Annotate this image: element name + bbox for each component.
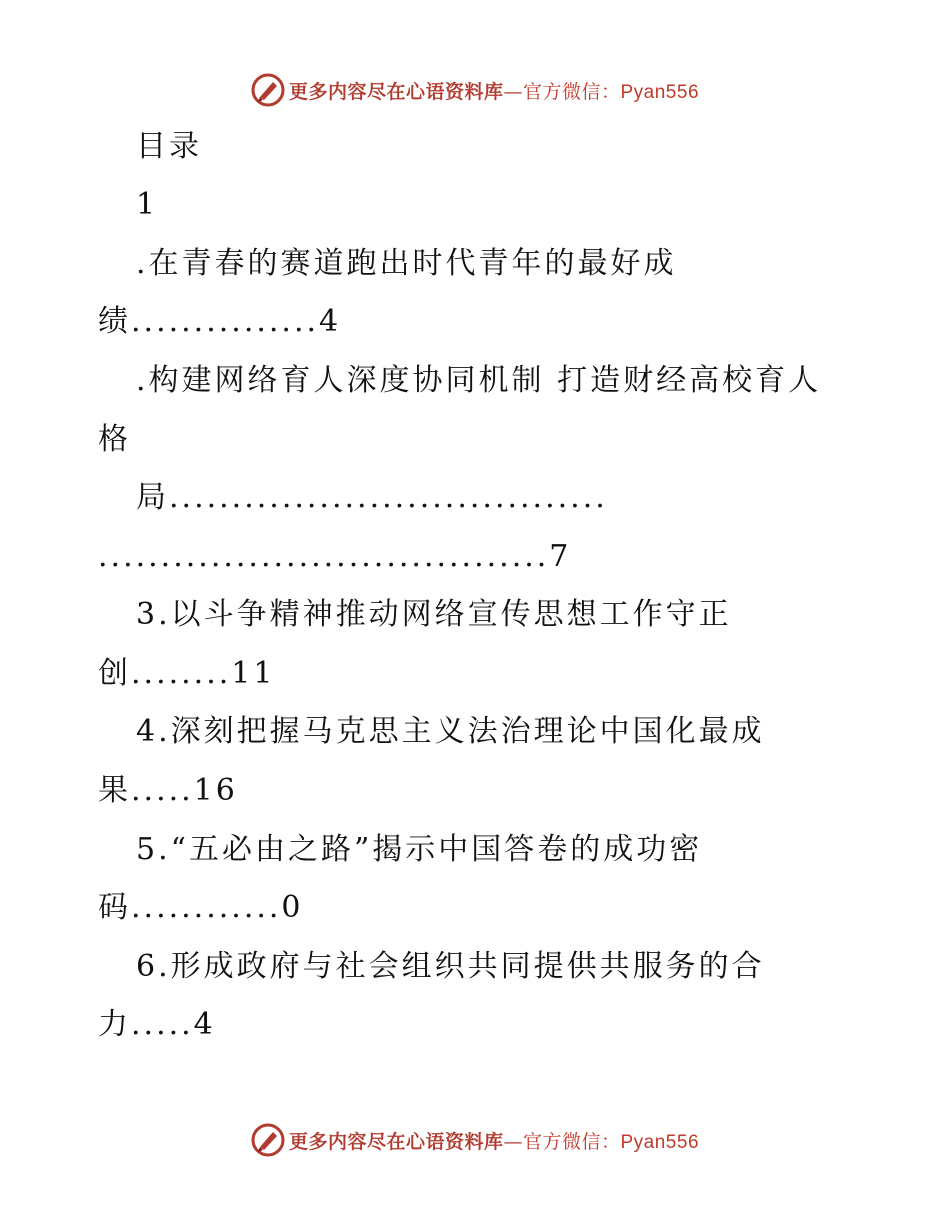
watermark-title: 更多内容尽在心语资料库: [288, 1130, 504, 1153]
watermark-separator: —: [503, 1130, 523, 1153]
toc-line: .在青春的赛道跑出时代青年的最好成: [136, 246, 677, 281]
header-watermark: [0, 70, 950, 110]
toc-line: 局...................................: [136, 480, 608, 515]
toc-line: 5.“五必由之路”揭示中国答卷的成功密: [136, 832, 703, 867]
toc-line: 码............0: [98, 890, 304, 925]
watermark-publisher: 官方微信：Pyan556: [523, 81, 700, 103]
toc-line: ....................................7: [98, 539, 572, 574]
watermark-text: [289, 77, 699, 104]
watermark-separator: —: [503, 80, 523, 103]
watermark-text: [289, 1127, 699, 1154]
toc-heading: 目录: [136, 129, 202, 164]
toc-line: 绩...............4: [98, 304, 342, 339]
toc-line: 力.....4: [98, 1007, 216, 1042]
watermark-title: 更多内容尽在心语资料库: [288, 80, 504, 103]
toc-line: 6.形成政府与社会组织共同提供共服务的合: [136, 949, 765, 984]
footer-watermark: [0, 1120, 950, 1160]
toc-line: 果.....16: [98, 773, 238, 808]
toc-line: 4.深刻把握马克思主义法治理论中国化最成: [136, 714, 765, 749]
toc-line: 创........11: [98, 656, 276, 691]
watermark-publisher: 官方微信：Pyan556: [523, 1131, 700, 1153]
toc-line: 格: [98, 422, 131, 457]
pen-logo-icon: [251, 1123, 285, 1157]
toc-line: .构建网络育人深度协同机制 打造财经高校育人: [136, 363, 822, 398]
toc-line: 1: [136, 187, 159, 222]
pen-logo-icon: [251, 73, 285, 107]
toc-line: 3.以斗争精神推动网络宣传思想工作守正: [136, 597, 732, 632]
